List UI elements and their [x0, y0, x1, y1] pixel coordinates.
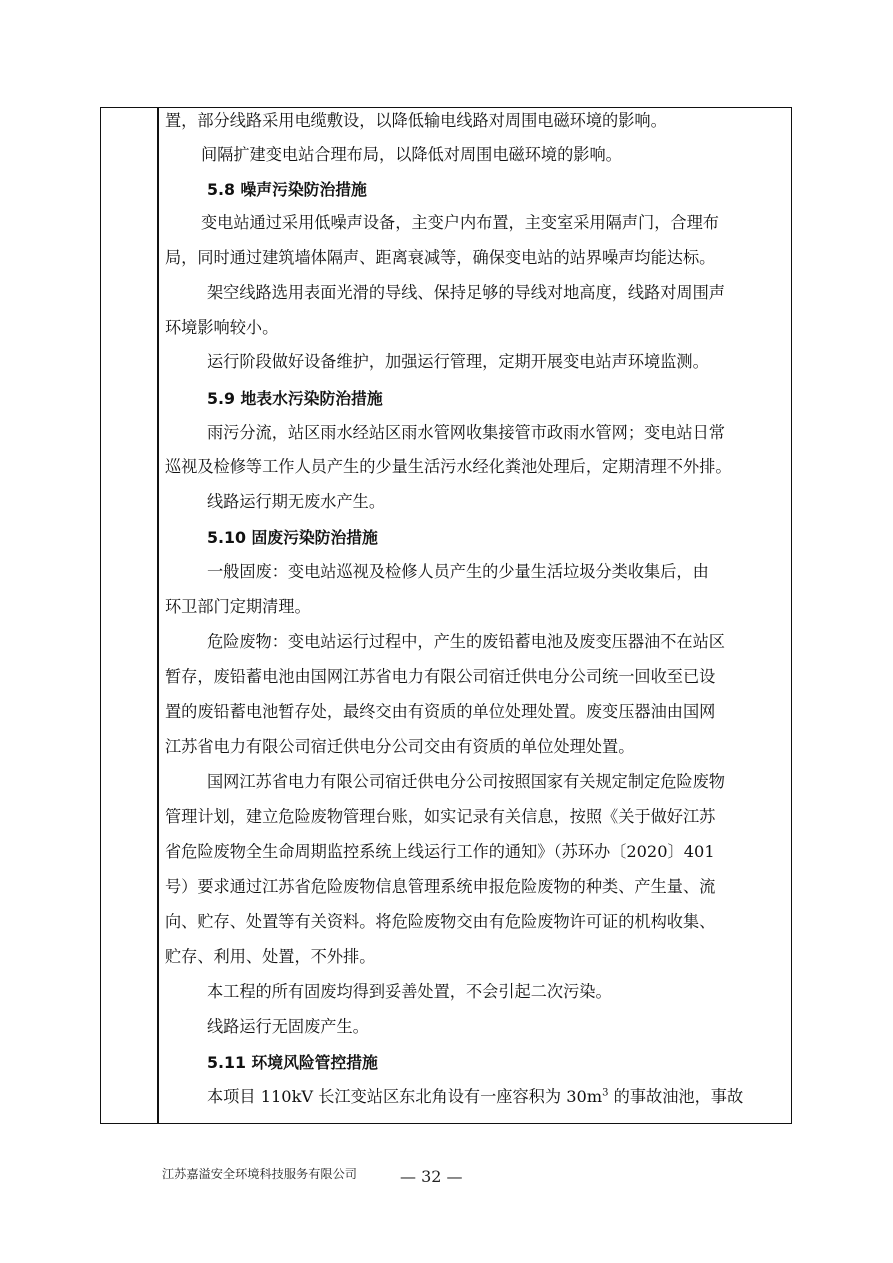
section-heading: 5.10 固废污染防治措施 — [207, 528, 378, 547]
paragraph-line: 省危险废物全生命周期监控系统上线运行工作的通知》（苏环办〔2020〕401 — [165, 842, 715, 861]
paragraph-line: 运行阶段做好设备维护，加强运行管理，定期开展变电站声环境监测。 — [207, 352, 709, 371]
paragraph-line: 置，部分线路采用电缆敷设，以降低输电线路对周围电磁环境的影响。 — [165, 111, 667, 130]
paragraph-line: 架空线路选用表面光滑的导线、保持足够的导线对地高度，线路对周围声 — [207, 283, 725, 302]
paragraph-line: 环卫部门定期清理。 — [165, 597, 311, 616]
paragraph-line: 国网江苏省电力有限公司宿迁供电分公司按照国家有关规定制定危险废物 — [207, 772, 725, 791]
paragraph-line: 危险废物：变电站运行过程中，产生的废铅蓄电池及废变压器油不在站区 — [207, 632, 725, 651]
paragraph-line: 号）要求通过江苏省危险废物信息管理系统申报危险废物的种类、产生量、流 — [165, 877, 716, 896]
paragraph-line: 局，同时通过建筑墙体隔声、距离衰减等，确保变电站的站界噪声均能达标。 — [165, 248, 716, 267]
table-column-divider — [157, 107, 159, 1124]
section-heading: 5.11 环境风险管控措施 — [207, 1053, 378, 1072]
paragraph-text: 的事故油池，事故 — [608, 1087, 744, 1106]
superscript-unit: 3 — [602, 1087, 609, 1099]
paragraph-line: 环境影响较小。 — [165, 318, 279, 337]
section-heading: 5.8 噪声污染防治措施 — [207, 180, 367, 199]
paragraph-line: 向、贮存、处置等有关资料。将危险废物交由有危险废物许可证的机构收集、 — [165, 912, 716, 931]
paragraph-line: 一般固废：变电站巡视及检修人员产生的少量生活垃圾分类收集后，由 — [207, 562, 709, 581]
footer-company: 江苏嘉溢安全环境科技服务有限公司 — [162, 1167, 357, 1181]
paragraph-line: 间隔扩建变电站合理布局，以降低对周围电磁环境的影响。 — [201, 145, 622, 164]
paragraph-line: 置的废铅蓄电池暂存处，最终交由有资质的单位处理处置。废变压器油由国网 — [165, 702, 716, 721]
paragraph-line: 巡视及检修等工作人员产生的少量生活污水经化粪池处理后，定期清理不外排。 — [165, 457, 732, 476]
paragraph-line: 贮存、利用、处置，不外排。 — [165, 947, 376, 966]
paragraph-line: 线路运行期无废水产生。 — [207, 492, 386, 511]
paragraph-line: 变电站通过采用低噪声设备，主变户内布置，主变室采用隔声门，合理布 — [201, 213, 719, 232]
paragraph-line — [207, 1086, 743, 1108]
paragraph-line: 线路运行无固废产生。 — [207, 1017, 369, 1036]
paragraph-line: 本工程的所有固废均得到妥善处置，不会引起二次污染。 — [207, 982, 612, 1001]
paragraph-line: 暂存，废铅蓄电池由国网江苏省电力有限公司宿迁供电分公司统一回收至已设 — [165, 667, 716, 686]
paragraph-text: 本项目 110kV 长江变站区东北角设有一座容积为 30m — [207, 1087, 603, 1106]
paragraph-line: 管理计划，建立危险废物管理台账，如实记录有关信息，按照《关于做好江苏 — [165, 807, 716, 826]
section-heading: 5.9 地表水污染防治措施 — [207, 389, 383, 408]
paragraph-line: 江苏省电力有限公司宿迁供电分公司交由有资质的单位处理处置。 — [165, 737, 635, 756]
page-number: — 32 — — [400, 1167, 463, 1186]
paragraph-line: 雨污分流，站区雨水经站区雨水管网收集接管市政雨水管网；变电站日常 — [207, 423, 725, 442]
